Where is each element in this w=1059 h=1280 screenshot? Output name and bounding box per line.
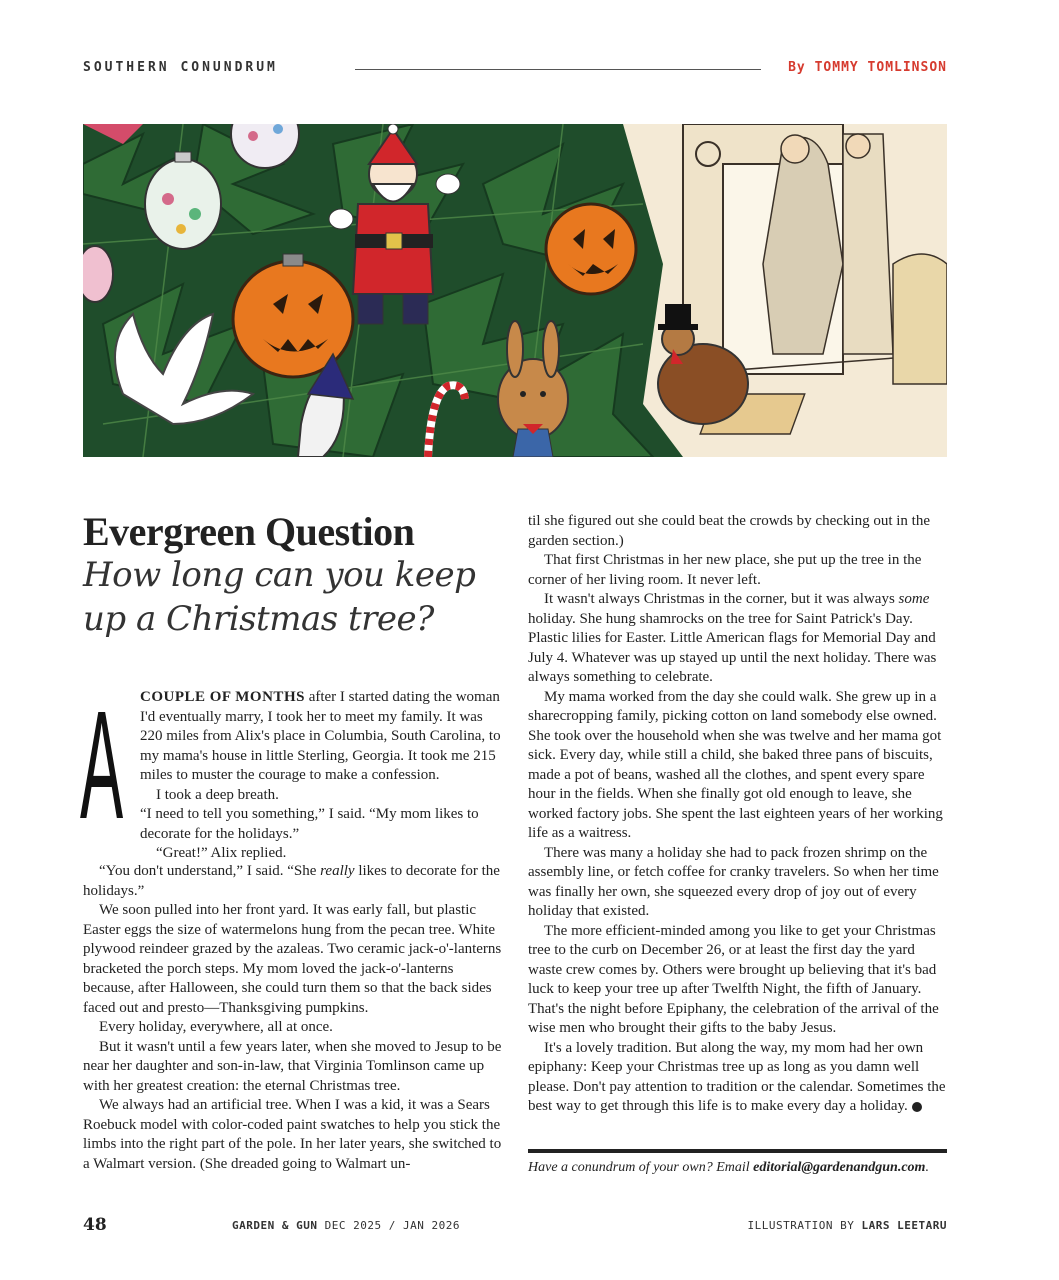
paragraph-11: That first Christmas in her new place, she put up the tree in the corner of her living room. It never left. <box>528 552 922 588</box>
paragraph-14: There was many a holiday she had to pack frozen shrimp on the assembly line, or fetch coffee for cranky travelers. So when her time was finally her own, she squeezed every drop of joy out of every holiday that existed. <box>528 844 939 919</box>
paragraph-12-b: holiday. She hung shamrocks on the tree for Saint Patrick's Day. Plastic lilies for Easter. Little American flags for Memorial Day and July 4. Whatever was up stayed up until the next holiday. There was always something to celebrate. <box>528 610 937 685</box>
headline: Evergreen Question <box>83 509 415 554</box>
paragraph-1 <box>140 688 502 786</box>
paragraph-1-text: after I started dating the woman I'd eventually marry, I took her to meet my family. It was 220 miles from Alix's place in Columbia, South Carolina, to my mama's house in little Sterling, Georgia. It took me 215 miles to muster the courage to make a confession. <box>140 689 501 783</box>
issue-date: DEC 2025 / JAN 2026 <box>317 1219 460 1232</box>
lead-in: COUPLE OF MONTHS <box>140 689 305 705</box>
artist-name: LARS LEETARU <box>861 1219 947 1232</box>
paragraph-12-emphasis: some <box>898 591 930 607</box>
paragraph-3: “I need to tell you something,” I said. “My mom likes to decorate for the holidays.” <box>140 806 479 842</box>
drop-cap: A <box>80 679 124 851</box>
column-1-bottom <box>83 862 502 1174</box>
paragraph-5-emphasis: really <box>320 863 355 879</box>
paragraph-13: My mama worked from the day she could walk. She grew up in a sharecropping family, picking cotton on land somebody else owned. She took over the household when she was twelve and her mama got sick. Every day, while still a child, she baked three pans of biscuits, made a pot of beans, washed all the clothes, and spent every spare hour in the fields. When she finally got old enough to leave, she worked factory jobs. She spent the last eighteen years of her working life as a waitress. <box>528 688 943 841</box>
header-rule <box>355 69 761 70</box>
christmas-tree-illustration <box>83 124 947 457</box>
paragraph-10: til she figured out she could beat the crowds by checking out in the garden section.) <box>528 513 930 549</box>
illustration-credit <box>748 1219 947 1232</box>
paragraph-4: “Great!” Alix replied. <box>156 845 287 861</box>
paragraph-5 <box>83 862 502 901</box>
paragraph-9: We always had an artificial tree. When I was a kid, it was a Sears Roebuck model with color-coded paint swatches to help you stick the limbs into the right part of the pole. In her later years, she switched to a Walmart version. (She dreaded going to Walmart un- <box>83 1097 502 1172</box>
credit-prefix: ILLUSTRATION BY <box>747 1219 862 1232</box>
column-1-top <box>140 688 502 864</box>
end-mark-icon <box>912 1102 922 1112</box>
paragraph-5-b: likes to decorate for the holidays.” <box>83 863 500 899</box>
footer-note-rule <box>528 1149 947 1153</box>
paragraph-16 <box>528 1039 947 1117</box>
paragraph-16-text: It's a lovely tradition. But along the way, my mom had her own epiphany: Keep your Christmas tree up as long as you damn well please. Don't pay attention to tradition or the calendar. Sometimes the best way to get through this life is to make every day a holiday. <box>528 1039 946 1114</box>
paragraph-7: Every holiday, everywhere, all at once. <box>99 1019 333 1035</box>
dek: How long can you keep up a Christmas tree? <box>83 555 476 639</box>
paragraph-2: I took a deep breath. <box>156 786 279 803</box>
magazine-name: GARDEN & GUN <box>232 1219 318 1232</box>
page-header <box>83 60 947 78</box>
paragraph-5-a: “You don't understand,” I said. “She <box>99 863 321 879</box>
footer-note <box>528 1160 947 1176</box>
paragraph-12 <box>528 590 947 688</box>
footer-note-suffix: . <box>925 1160 929 1175</box>
byline: By TOMMY TOMLINSON <box>788 60 947 75</box>
column-2 <box>528 512 947 1117</box>
footer-note-prefix: Have a conundrum of your own? Email <box>528 1160 754 1175</box>
hero-illustration <box>83 124 947 457</box>
paragraph-8: But it wasn't until a few years later, when she moved to Jesup to be near her daughter and son-in-law, that Virginia Tomlinson came up with her greatest creation: the eternal Christmas tree. <box>83 1038 502 1094</box>
paragraph-12-a: It wasn't always Christmas in the corner, but it was always <box>544 591 899 607</box>
magazine-folio <box>232 1219 460 1232</box>
section-title: SOUTHERN CONUNDRUM <box>83 60 278 75</box>
page-number: 48 <box>83 1215 107 1235</box>
email-link[interactable]: editorial@gardenandgun.com <box>753 1160 926 1175</box>
paragraph-15: The more efficient-minded among you like to get your Christmas tree to the curb on December 26, or at least the first day the yard waste crew comes by. Others were brought up believing that it's bad luck to keep your tree up after Twelfth Night, the fifth of January. That's the night before Epiphany, the celebration of the arrival of the wise men who brought their gifts to the baby Jesus. <box>528 922 939 1036</box>
paragraph-6: We soon pulled into her front yard. It was early fall, but plastic Easter eggs the size of watermelons hung from the pecan tree. White plywood reindeer grazed by the azaleas. Two ceramic jack-o'-lanterns bracketed the porch steps. My mom loved the jack-o'-lanterns because, after Halloween, she could turn them so that the back sides faced out and presto—Thanksgiving pumpkins. <box>83 902 502 1016</box>
